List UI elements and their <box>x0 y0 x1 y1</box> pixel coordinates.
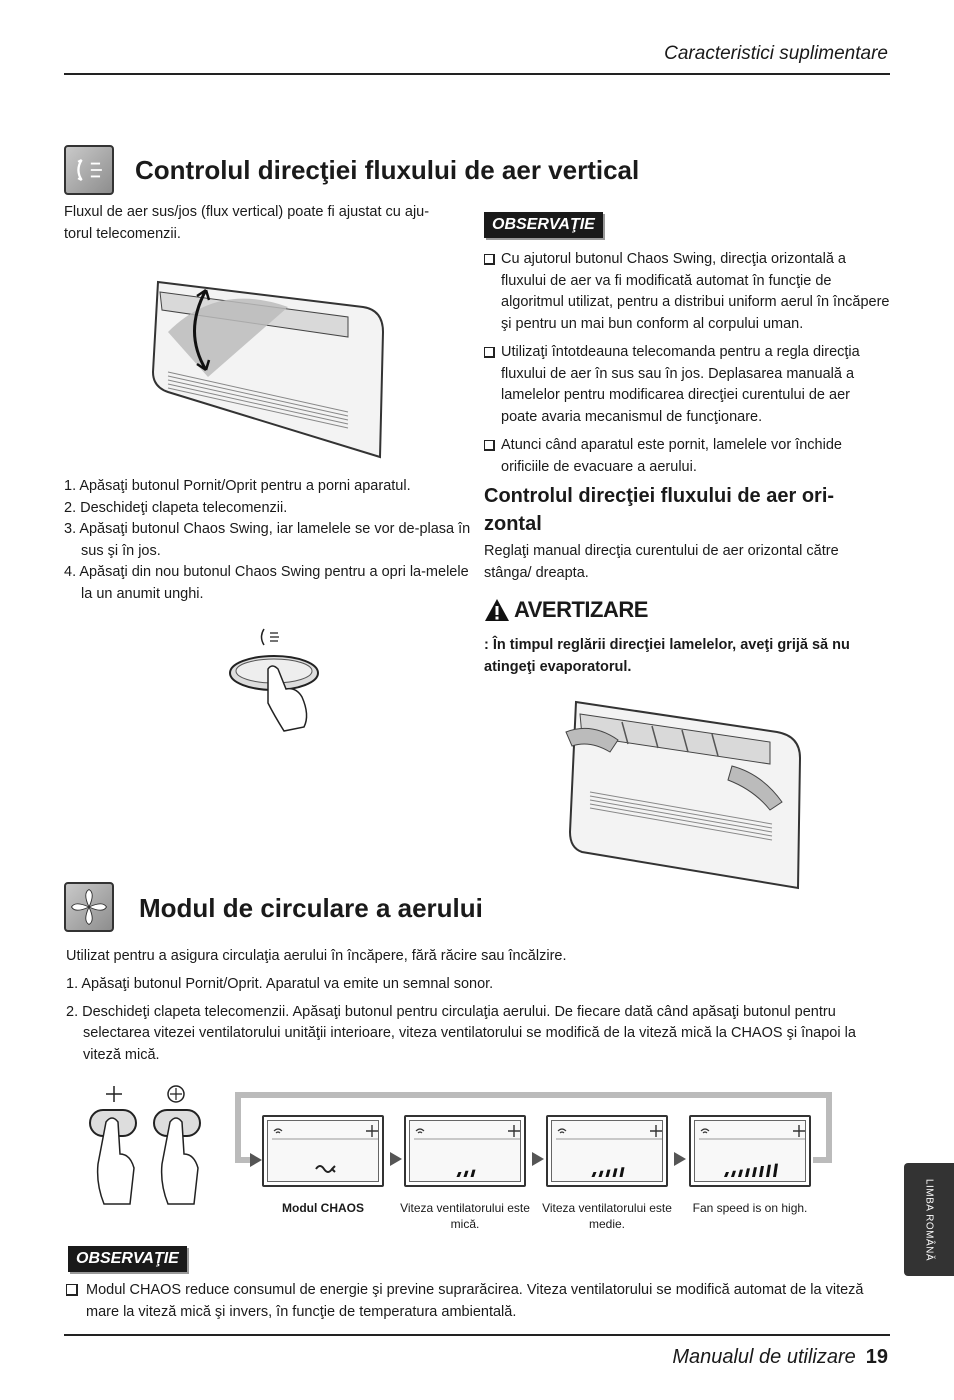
mode-panel-medium <box>546 1115 668 1187</box>
fan-speed-bar <box>745 1168 750 1177</box>
lcd-display <box>546 1115 668 1187</box>
fan-speed-bar <box>766 1165 771 1177</box>
step-item: 3. Apăsaţi butonul Chaos Swing, iar lamelele se vor de-plasa în sus şi în jos. <box>64 521 471 559</box>
cycle-connector <box>813 1157 832 1163</box>
checkbox-icon <box>66 1284 78 1296</box>
fan-speed-bar <box>457 1172 462 1177</box>
fan-speed-bar <box>464 1171 469 1177</box>
note-badge: OBSERVAŢIE <box>68 1246 187 1272</box>
step-item: 1. Apăsaţi butonul Pornit/Oprit pentru a porni aparatul. <box>64 478 411 494</box>
fan-speed-bar <box>759 1166 764 1177</box>
language-tab-label: LIMBA ROMÂNĂ <box>923 1178 935 1261</box>
vertical-steps <box>64 476 474 605</box>
checkbox-icon <box>484 254 495 265</box>
mode-label: Modul CHAOS <box>282 1201 364 1215</box>
fan-speed-bar <box>592 1172 597 1177</box>
fan-speed-bar <box>599 1171 604 1177</box>
swing-button-illustration <box>226 625 336 735</box>
note-badge: OBSERVAŢIE <box>484 212 603 238</box>
fan-icon <box>64 882 114 932</box>
indoor-unit-vertical-illustration <box>148 262 398 462</box>
warning-heading <box>484 597 648 623</box>
step-item: 2. Deschideţi clapeta telecomenzii. Apăsaţi butonul pentru circulaţia aerului. De fiecare dată când apăsaţi butonul pentru selectarea vitezei ventilatorului unităţii interioare, viteza ventilatorului se modifică de la viteză mică la CHAOS şi înapoi la viteză mică. <box>66 1003 856 1063</box>
arrow-right-icon <box>390 1152 402 1166</box>
mode-panel-chaos <box>262 1115 384 1187</box>
fan-speed-bar <box>620 1167 625 1177</box>
note-list <box>484 249 890 485</box>
lcd-display <box>404 1115 526 1187</box>
fan-speed-bar <box>752 1167 757 1177</box>
note-item <box>66 1280 886 1323</box>
arrow-right-icon <box>250 1153 262 1167</box>
chaos-icon <box>316 1166 335 1172</box>
subsection-title-horizontal: Controlul direcţiei fluxului de aer ori-zontal <box>484 485 835 535</box>
mode-panel-low <box>404 1115 526 1187</box>
mode-label: Viteza ventilatorului este medie. <box>542 1201 672 1231</box>
note-item: Utilizaţi întotdeauna telecomanda pentru a regla direcţia fluxului de aer în sus sau în jos. Deplasarea manuală a lamelelor pentru modificarea direcţiei curentului de aer poate avaria mecanismul de funcţionare. <box>484 342 890 428</box>
running-header: Caracteristici suplimentare <box>664 43 888 64</box>
fan-small-icon <box>650 1125 662 1137</box>
fan-small-icon <box>508 1125 520 1137</box>
checkbox-icon <box>484 440 495 451</box>
mode-label: Viteza ventilatorului este mică. <box>400 1201 530 1231</box>
circulation-intro: Utilizat pentru a asigura circulaţia aerului în încăpere, fără răcire sau încălzire. <box>66 948 567 964</box>
fan-speed-bar <box>613 1168 618 1177</box>
note-text: Modul CHAOS reduce consumul de energie şi previne suprarăcirea. Viteza ventilatorului se modifică automat de la viteză mare la viteză mică şi invers, în funcţie de temperatura ambientală. <box>86 1282 864 1320</box>
mode-panel-high <box>689 1115 811 1187</box>
fan-small-icon <box>793 1125 805 1137</box>
page-number: 19 <box>865 1346 888 1368</box>
header-rule <box>64 73 890 75</box>
warning-triangle-icon <box>484 598 510 622</box>
signal-icon <box>274 1129 282 1133</box>
footer-title: Manualul de utilizare <box>672 1346 856 1368</box>
fan-speed-bar <box>731 1171 736 1177</box>
arrow-right-icon <box>674 1152 686 1166</box>
language-tab <box>904 1163 954 1276</box>
horizontal-text: Reglaţi manual direcţia curentului de aer orizontal către stânga/ dreapta. <box>484 543 839 581</box>
arrow-right-icon <box>532 1152 544 1166</box>
checkbox-icon <box>484 347 495 358</box>
fan-speed-bar <box>606 1170 611 1177</box>
signal-icon <box>416 1129 424 1133</box>
circulation-steps <box>66 974 886 1066</box>
step-item: 4. Apăsaţi din nou butonul Chaos Swing pentru a opri la-melele la un anumit unghi. <box>64 564 469 602</box>
vertical-intro: Fluxul de aer sus/jos (flux vertical) poate fi ajustat cu aju- torul telecomenzii. <box>64 204 430 242</box>
fan-speed-bar <box>773 1164 778 1177</box>
indoor-unit-horizontal-illustration <box>562 692 812 892</box>
fan-speed-bar <box>724 1172 729 1177</box>
fan-buttons-illustration <box>84 1084 224 1208</box>
fan-speed-bar <box>471 1170 476 1177</box>
step-item: 1. Apăsaţi butonul Pornit/Oprit. Aparatul va emite un semnal sonor. <box>66 976 494 992</box>
lcd-display <box>262 1115 384 1187</box>
step-item: 2. Deschideţi clapeta telecomenzii. <box>64 499 288 516</box>
note-item: Cu ajutorul butonul Chaos Swing, direcţia orizontală a fluxului de aer va fi modificată automat în funcţie de algoritmul utilizat, pentru a distribui uniform aerul în încăpere şi pentru un mai bun conform al corpului uman. <box>484 249 890 335</box>
signal-icon <box>558 1129 566 1133</box>
page-footer <box>672 1346 888 1369</box>
warning-text: : În timpul reglării direcţiei lamelelor, aveţi grijă să nu atingeţi evaporatorul. <box>484 637 850 675</box>
vertical-airflow-icon <box>64 145 114 195</box>
signal-icon <box>701 1129 709 1133</box>
mode-label: Fan speed is on high. <box>692 1201 808 1215</box>
lcd-display <box>689 1115 811 1187</box>
fan-small-icon <box>366 1125 378 1137</box>
footer-rule <box>64 1334 890 1336</box>
note-item: Atunci când aparatul este pornit, lamelele vor închide orificiile de evacuare a aerului. <box>484 435 890 478</box>
fan-speed-bar <box>738 1170 743 1177</box>
section-title-vertical: Controlul direcţiei fluxului de aer vertical <box>135 155 640 185</box>
warning-label: AVERTIZARE <box>514 597 648 622</box>
section-title-circulation: Modul de circulare a aerului <box>139 893 483 923</box>
